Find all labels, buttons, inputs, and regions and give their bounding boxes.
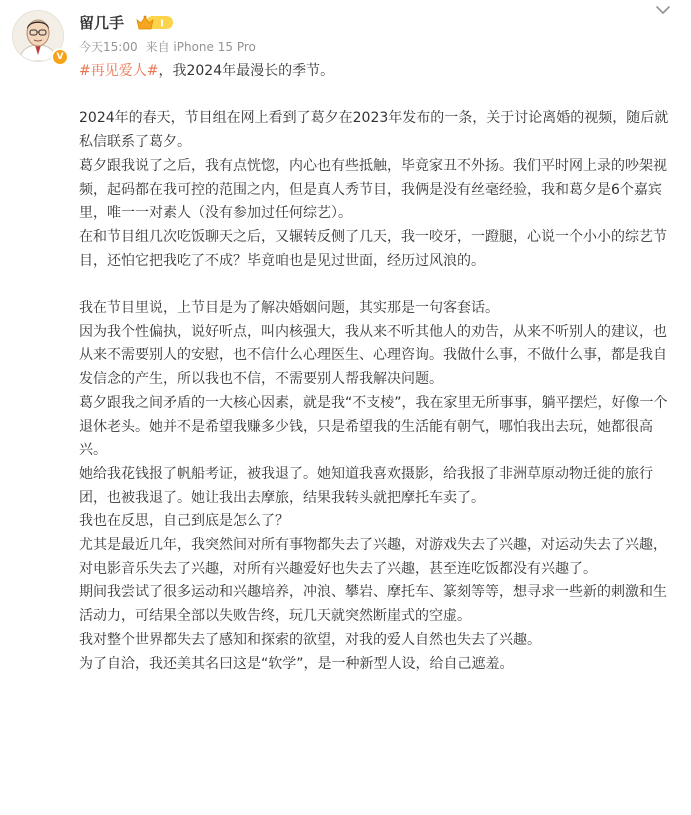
username[interactable]: 留几手	[79, 14, 125, 32]
verified-badge-icon: V	[51, 48, 69, 66]
paragraph: 在和节目组几次吃饭聊天之后，又辗转反侧了几天，我一咬牙，一蹬腿，心说一个小小的综艺节目，还怕它把我吃了不成？毕竟咱也是见过世面，经历过风浪的。	[79, 228, 667, 269]
vip-crown-badge-icon[interactable]	[136, 14, 174, 31]
paragraph: 我也在反思，自己到底是怎么了？	[79, 513, 289, 530]
paragraph: 因为我个性偏执，说好听点，叫内核强大，我从来不听其他人的劝告，从来不听别人的建议，也从来不需要别人的安慰，也不信什么心理医生、心理咨询。我做什么事，不做什么事，都是我自发信念的产生，所以我也不信，不需要别人帮我解决问题。	[79, 323, 667, 388]
paragraph-spacer	[79, 273, 679, 297]
topic-link[interactable]: #再见爱人#	[79, 63, 159, 79]
paragraph: 为了自洽，我还美其名曰这是“软学”，是一种新型人设，给自己遮羞。	[79, 655, 514, 672]
post-content	[79, 60, 679, 676]
vip-level: I	[160, 18, 164, 30]
post-source: 来自 iPhone 15 Pro	[145, 40, 256, 54]
paragraph: 她给我花钱报了帆船考证，被我退了。她知道我喜欢摄影，给我报了非洲草原动物迁徙的旅行团，也被我退了。她让我出去摩旅，结果我转头就把摩托车卖了。	[79, 465, 653, 506]
paragraph: 葛夕跟我之间矛盾的一大核心因素，就是我“不支棱”，我在家里无所事事，躺平摆烂，好像一个退休老头。她并不是希望我赚多少钱，只是希望我的生活能有朝气，哪怕我出去玩，她都很高兴。	[79, 394, 668, 459]
paragraph: 葛夕跟我说了之后，我有点恍惚，内心也有些抵触，毕竟家丑不外扬。我们平时网上录的吵架视频，起码都在我可控的范围之内，但是真人秀节目，我俩是没有丝毫经验，我和葛夕是6个嘉宾里，唯一一对素人（没有参加过任何综艺）。	[79, 157, 667, 222]
paragraph: 尤其是最近几年，我突然间对所有事物都失去了兴趣，对游戏失去了兴趣，对运动失去了兴趣，对电影音乐失去了兴趣，对所有兴趣爱好也失去了兴趣，甚至连吃饭都没有兴趣了。	[79, 537, 667, 577]
paragraph: 2024年的春天，节目组在网上看到了葛夕在2023年发布的一条，关于讨论离婚的视频，随后就私信联系了葛夕。	[79, 110, 669, 151]
chevron-down-icon[interactable]	[652, 2, 674, 18]
post-first-line-text: ，我2024年最漫长的季节。	[158, 63, 335, 79]
paragraph: 我在节目里说，上节目是为了解决婚姻问题，其实那是一句客套话。	[79, 300, 499, 316]
post-meta	[79, 39, 256, 55]
post-timestamp[interactable]: 今天15:00	[79, 40, 138, 54]
paragraph-spacer	[79, 84, 679, 108]
post-first-line	[79, 60, 679, 84]
paragraph: 我对整个世界都失去了感知和探索的欲望，对我的爱人自然也失去了兴趣。	[79, 631, 541, 648]
paragraph: 期间我尝试了很多运动和兴趣培养，冲浪、攀岩、摩托车、篆刻等等，想寻求一些新的刺激和生活动力，可结果全部以失败告终，玩几天就突然断崖式的空虚。	[79, 584, 667, 625]
